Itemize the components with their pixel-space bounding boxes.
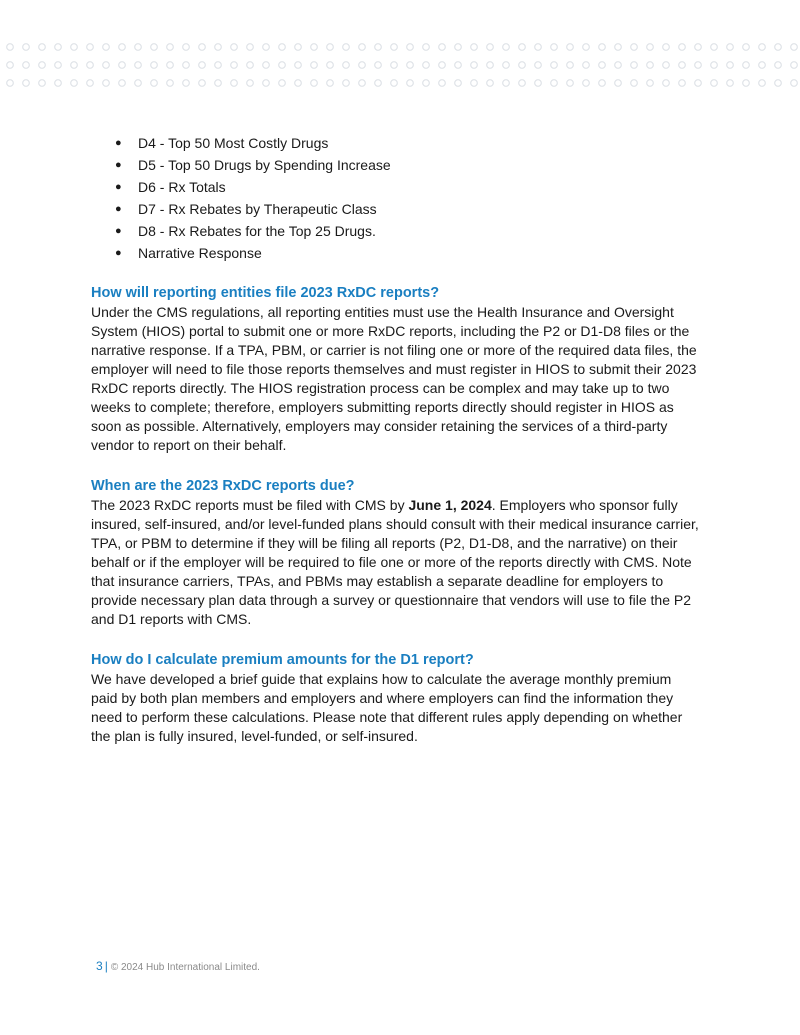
decorative-dot	[327, 62, 334, 69]
decorative-dot	[311, 44, 318, 51]
bullet-icon: ●	[115, 181, 122, 193]
decorative-dot	[663, 80, 670, 87]
decorative-dot	[519, 44, 526, 51]
decorative-dot	[631, 62, 638, 69]
decorative-dot	[231, 44, 238, 51]
decorative-dot	[679, 62, 686, 69]
decorative-dot	[695, 62, 702, 69]
decorative-dot	[759, 44, 766, 51]
list-item	[91, 198, 701, 220]
decorative-dot	[487, 62, 494, 69]
section-body: We have developed a brief guide that explains how to calculate the average monthly premium paid by both plan members and employers and where employers can find the information they need to perform these calculations. Please note that different rules apply depending on whether the plan is fully insured, level-funded, or self-insured.	[91, 671, 683, 744]
decorative-dot	[567, 62, 574, 69]
decorative-dot	[727, 44, 734, 51]
decorative-dot	[247, 44, 254, 51]
decorative-dot	[423, 44, 430, 51]
list-item-text: D8 - Rx Rebates for the Top 25 Drugs.	[138, 223, 376, 239]
decorative-dot	[551, 44, 558, 51]
decorative-dot	[231, 80, 238, 87]
bullet-icon: ●	[115, 203, 122, 215]
copyright-text: © 2024 Hub International Limited.	[110, 962, 260, 973]
section-body: Under the CMS regulations, all reporting entities must use the Health Insurance and Oversight System (HIOS) portal to submit one or more RxDC reports, including the P2 or D1-D8 files or the narrative response. If a TPA, PBM, or carrier is not filing one or more of the required data files, the employer will need to file those reports themselves and must register in HIOS to submit their 2023 RxDC reports directly. The HIOS registration process can be complex and may take up to two weeks to complete; therefore, employers submitting reports directly should register in HIOS as soon as possible. Alternatively, employers may consider retaining the services of a third-party vendor to report on their behalf.	[91, 304, 697, 453]
list-item	[91, 176, 701, 198]
decorative-dot	[743, 44, 750, 51]
decorative-dot	[343, 80, 350, 87]
decorative-dot	[215, 44, 222, 51]
decorative-dot	[647, 80, 654, 87]
decorative-dot	[727, 62, 734, 69]
decorative-dot	[695, 44, 702, 51]
decorative-dot	[775, 80, 782, 87]
decorative-dot	[615, 80, 622, 87]
decorative-dot	[551, 62, 558, 69]
list-item-text: D7 - Rx Rebates by Therapeutic Class	[138, 201, 377, 217]
decorative-dot	[423, 62, 430, 69]
list-item-text: D6 - Rx Totals	[138, 179, 226, 195]
body-text: The 2023 RxDC reports must be filed with CMS by	[91, 497, 409, 513]
decorative-dot	[407, 44, 414, 51]
decorative-dot	[279, 80, 286, 87]
decorative-dot	[263, 62, 270, 69]
decorative-dot	[263, 80, 270, 87]
decorative-dot	[151, 44, 158, 51]
decorative-dot	[39, 62, 46, 69]
decorative-dot	[23, 80, 30, 87]
section-heading: How do I calculate premium amounts for the D1 report?	[91, 652, 474, 668]
list-item-text: D5 - Top 50 Drugs by Spending Increase	[138, 157, 391, 173]
decorative-dot	[247, 80, 254, 87]
decorative-dot	[247, 62, 254, 69]
bullet-icon: ●	[115, 137, 122, 149]
decorative-dot	[503, 62, 510, 69]
decorative-dot	[151, 80, 158, 87]
decorative-dot	[679, 44, 686, 51]
decorative-dot	[23, 44, 30, 51]
decorative-dot	[375, 80, 382, 87]
decorative-dot	[7, 62, 14, 69]
decorative-dot	[359, 44, 366, 51]
list-item-text: Narrative Response	[138, 245, 262, 261]
decorative-dot	[167, 62, 174, 69]
decorative-dot	[87, 44, 94, 51]
decorative-dot	[631, 80, 638, 87]
decorative-dot	[535, 80, 542, 87]
decorative-dot	[343, 62, 350, 69]
list-item	[91, 242, 701, 264]
body-text: . Employers who sponsor fully insured, self-insured, and/or level-funded plans should consult with their medical insurance carrier, TPA, or PBM to determine if they will be filing all reports (P2, D1-D8, and the narrative) on their behalf or if the employer will be required to file one or more of the reports directly with CMS. Note that insurance carriers, TPAs, and PBMs may establish a separate deadline for employers to provide necessary plan data through a survey or questionnaire that vendors will use to file the P2 and D1 reports with CMS.	[91, 497, 699, 627]
decorative-dot	[7, 80, 14, 87]
decorative-dot	[103, 44, 110, 51]
decorative-dot	[647, 44, 654, 51]
decorative-dot	[39, 80, 46, 87]
section-due-date	[91, 476, 701, 629]
decorative-dot	[631, 44, 638, 51]
bullet-icon: ●	[115, 247, 122, 259]
decorative-dot	[727, 80, 734, 87]
decorative-dot	[567, 44, 574, 51]
decorative-dot	[55, 80, 62, 87]
decorative-dot	[295, 80, 302, 87]
decorative-dot	[391, 44, 398, 51]
decorative-dot	[503, 44, 510, 51]
decorative-dot	[391, 62, 398, 69]
decorative-dot	[615, 44, 622, 51]
decorative-dot	[455, 80, 462, 87]
decorative-dot	[439, 44, 446, 51]
decorative-dot	[119, 44, 126, 51]
decorative-dot	[695, 80, 702, 87]
decorative-dot	[55, 44, 62, 51]
decorative-dot	[215, 80, 222, 87]
section-body	[91, 496, 701, 629]
decorative-dot	[103, 80, 110, 87]
report-file-list	[91, 132, 701, 264]
section-file-reports	[91, 283, 701, 455]
decorative-dot	[7, 44, 14, 51]
decorative-dot	[87, 62, 94, 69]
decorative-dot	[759, 62, 766, 69]
decorative-dot	[71, 80, 78, 87]
page-number: 3	[96, 959, 103, 973]
decorative-dot	[199, 62, 206, 69]
list-item-text: D4 - Top 50 Most Costly Drugs	[138, 135, 329, 151]
decorative-dot	[711, 62, 718, 69]
decorative-dot	[487, 44, 494, 51]
decorative-dot	[791, 62, 798, 69]
decorative-dot	[279, 44, 286, 51]
section-premium	[91, 650, 701, 746]
decorative-dot	[439, 62, 446, 69]
decorative-dot-pattern	[0, 40, 800, 92]
decorative-dot	[535, 44, 542, 51]
decorative-dot	[519, 80, 526, 87]
decorative-dot	[791, 44, 798, 51]
decorative-dot	[663, 62, 670, 69]
decorative-dot	[583, 62, 590, 69]
decorative-dot	[535, 62, 542, 69]
decorative-dot	[135, 80, 142, 87]
decorative-dot	[663, 44, 670, 51]
decorative-dot	[599, 80, 606, 87]
decorative-dot	[615, 62, 622, 69]
decorative-dot	[583, 80, 590, 87]
decorative-dot	[407, 80, 414, 87]
decorative-dot	[167, 44, 174, 51]
section-heading: How will reporting entities file 2023 RxDC reports?	[91, 285, 440, 301]
decorative-dot	[455, 62, 462, 69]
decorative-dot	[215, 62, 222, 69]
page-footer	[96, 958, 260, 976]
decorative-dot	[471, 44, 478, 51]
decorative-dot	[439, 80, 446, 87]
decorative-dot	[711, 80, 718, 87]
decorative-dot	[391, 80, 398, 87]
decorative-dot	[167, 80, 174, 87]
decorative-dot	[519, 62, 526, 69]
decorative-dot	[87, 80, 94, 87]
decorative-dot	[583, 44, 590, 51]
decorative-dot	[55, 62, 62, 69]
decorative-dot	[711, 44, 718, 51]
decorative-dot	[263, 44, 270, 51]
decorative-dot	[471, 80, 478, 87]
decorative-dot	[599, 62, 606, 69]
decorative-dot	[343, 44, 350, 51]
decorative-dot	[375, 62, 382, 69]
bullet-icon: ●	[115, 225, 122, 237]
decorative-dot	[23, 62, 30, 69]
decorative-dot	[199, 44, 206, 51]
section-heading: When are the 2023 RxDC reports due?	[91, 478, 355, 494]
document-body	[91, 132, 701, 746]
due-date-highlight: June 1, 2024	[408, 497, 492, 513]
decorative-dot	[183, 44, 190, 51]
decorative-dot	[183, 80, 190, 87]
decorative-dot	[679, 80, 686, 87]
decorative-dot	[759, 80, 766, 87]
decorative-dot	[135, 62, 142, 69]
decorative-dot	[295, 44, 302, 51]
decorative-dot	[279, 62, 286, 69]
decorative-dot	[551, 80, 558, 87]
decorative-dot	[743, 80, 750, 87]
decorative-dot	[567, 80, 574, 87]
decorative-dot	[423, 80, 430, 87]
decorative-dot	[71, 62, 78, 69]
decorative-dot	[503, 80, 510, 87]
decorative-dot	[375, 44, 382, 51]
decorative-dot	[327, 80, 334, 87]
decorative-dot	[359, 80, 366, 87]
decorative-dot	[103, 62, 110, 69]
decorative-dot	[199, 80, 206, 87]
decorative-dot	[599, 44, 606, 51]
footer-separator: |	[104, 959, 108, 973]
decorative-dot	[791, 80, 798, 87]
decorative-dot	[471, 62, 478, 69]
decorative-dot	[151, 62, 158, 69]
decorative-dot	[135, 44, 142, 51]
decorative-dot	[231, 62, 238, 69]
decorative-dot	[407, 62, 414, 69]
list-item	[91, 132, 701, 154]
decorative-dot	[295, 62, 302, 69]
decorative-dot	[311, 80, 318, 87]
bullet-icon: ●	[115, 159, 122, 171]
decorative-dot	[39, 44, 46, 51]
decorative-dot	[183, 62, 190, 69]
list-item	[91, 154, 701, 176]
decorative-dot	[455, 44, 462, 51]
decorative-dot	[647, 62, 654, 69]
decorative-dot	[743, 62, 750, 69]
decorative-dot	[311, 62, 318, 69]
decorative-dot	[775, 62, 782, 69]
decorative-dot	[487, 80, 494, 87]
list-item	[91, 220, 701, 242]
decorative-dot	[327, 44, 334, 51]
decorative-dot	[119, 62, 126, 69]
decorative-dot	[119, 80, 126, 87]
decorative-dot	[71, 44, 78, 51]
decorative-dot	[775, 44, 782, 51]
decorative-dot	[359, 62, 366, 69]
